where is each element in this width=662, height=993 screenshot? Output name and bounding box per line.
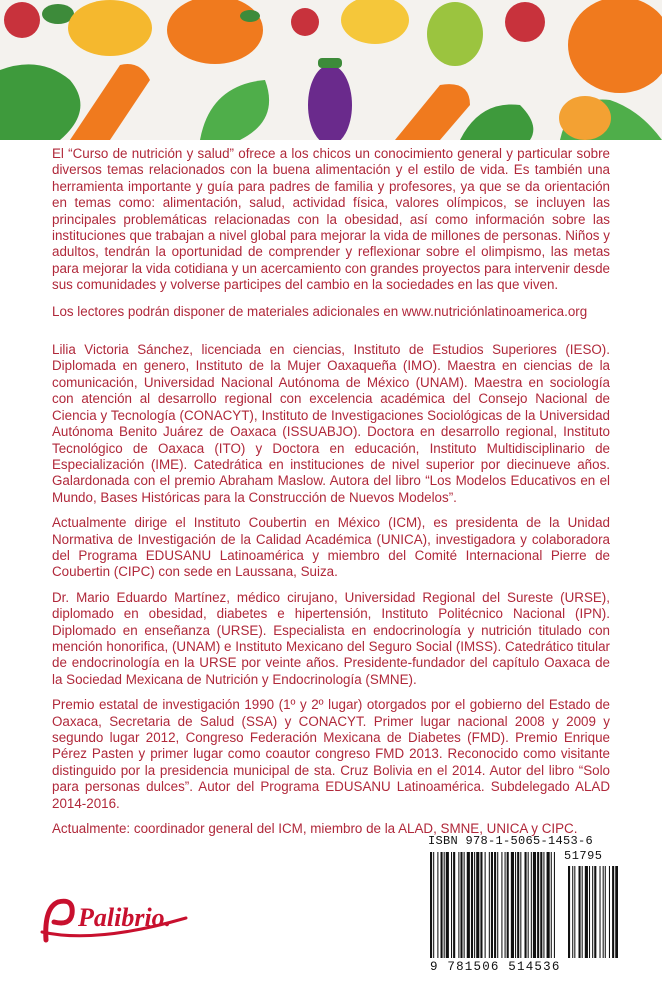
- barcode-bar: [533, 852, 536, 958]
- addon-bar: [603, 866, 604, 958]
- barcode-bar: [460, 852, 462, 958]
- barcode-bar: [430, 852, 432, 958]
- barcode-bar: [480, 852, 482, 958]
- barcode-bar: [551, 852, 552, 958]
- author-bio-mario: Dr. Mario Eduardo Martínez, médico cirujano, Universidad Regional del Sureste (URSE), diplomado en obesidad, diabetes e hipertensión, Instituto Politécnico Nacional (IPN). Diplomado en enseñanza (URSE). Especialista en endocrinología y nutrición titulado con mención honorifica, (UNAM) e Instituto Mexicano del Seguro Social (IMSS). Catedrático titular de endocrinología en la URSE por veinte años. Presidente-fundador del capítulo Oaxaca de la Sociedad Mexicana de Nutrición y Endocrinología (SMNE).: [52, 589, 610, 687]
- addon-bar: [572, 866, 573, 958]
- ean-digits: 9 781506 514536: [430, 960, 561, 974]
- barcode-bar: [476, 852, 479, 958]
- addon-bar: [609, 866, 610, 958]
- barcode-bar: [501, 852, 502, 958]
- barcode-bar: [525, 852, 527, 958]
- author-bio-lilia: Lilia Victoria Sánchez, licenciada en ciencias, Instituto de Estudios Superiores (IESO). Diplomada en genero, Instituto de la Mujer Oaxaqueña (IMO). Maestra en ciencias de la comunicación, Universidad Nacional Autónoma de México (UNAM). Maestra en sociología con atención al desarrollo regional con excelencia académica del Consejo Nacional de Ciencia y Tecnología (CONACYT), Instituto de Investigaciones Sociológicas de la Universidad Autónoma Benito Juárez de Oaxaca (ISSUABJO). Doctora en desarrollo regional, Instituto Tecnológico de Oaxaca (ITO) y Doctora en educación, Instituto Multidisciplinario de Especialización (IME). Catedrática en instituciones de nivel superior por diecinueve años. Galardonada con el premio Abraham Maslow. Autora del libro “Los Modelos Educativos en el Mundo, Bases Históricas para la Construcción de Nuevos Modelos”.: [52, 342, 610, 505]
- barcode-bar: [491, 852, 493, 958]
- barcode-bar: [446, 852, 449, 958]
- barcode-bar: [453, 852, 455, 958]
- barcode-bar: [511, 852, 514, 958]
- squash-illustration: [68, 0, 152, 56]
- author-bio-mario-current: Actualmente: coordinador general del ICM, miembro de la ALAD, SMNE, UNICA y CIPC.: [52, 821, 578, 837]
- barcode-bar: [489, 852, 490, 958]
- barcode-bar: [528, 852, 529, 958]
- barcode-bar: [433, 852, 434, 958]
- addon-bar: [615, 866, 618, 958]
- addon-bar: [574, 866, 575, 958]
- barcode-bar: [505, 852, 506, 958]
- beet-illustration: [4, 2, 40, 38]
- barcode-bar: [554, 852, 555, 958]
- vegetable-banner: [0, 0, 662, 140]
- barcode: [428, 852, 618, 960]
- barcode-bar: [520, 852, 521, 958]
- barcode-bar: [458, 852, 459, 958]
- barcode-bar: [467, 852, 470, 958]
- author-bio-lilia-current: Actualmente dirige el Instituto Coubertin en México (ICM), es presidenta de la Unidad Normativa de Investigación de la Calidad Académica (UNICA), investigadora y colaboradora del Programa EDUSANU Latinoamérica y miembro del Comité Internacional Pierre de Coubertin (CIPC) con sede en Laussana, Suiza.: [52, 515, 610, 580]
- barcode-addon-code: 51795: [564, 849, 603, 863]
- author-awards-mario: Premio estatal de investigación 1990 (1º y 2º lugar) otorgados por el gobierno del Estado de Oaxaca, Secretaria de Salud (SSA) y CONACYT. Primer lugar nacional 2008 y 2009 y segundo lugar 2012, Congreso Federación Mexicana de Diabetes (FMD). Premio Enrique Pérez Pasten y primer lugar como coautor congreso FMD 2013. Reconocido como visitante distinguido por la presidencia municipal de sta. Cruz Bolivia en el 2014. Autor del libro “Solo para personas dulces”. Autor del Programa EDUSANU Latinoamérica. Subdelegado ALAD 2014-2016.: [52, 697, 610, 811]
- barcode-bar: [517, 852, 519, 958]
- barcode-bar: [441, 852, 443, 958]
- barcode-bar: [451, 852, 452, 958]
- addon-bar: [594, 866, 596, 958]
- barcode-bar: [497, 852, 498, 958]
- barcode-bar: [471, 852, 473, 958]
- addon-bar: [600, 866, 601, 958]
- isbn-label: ISBN 978-1-5065-1453-6: [428, 834, 594, 848]
- additional-materials-note: Los lectores podrán disponer de materiales adicionales en www.nutriciónlatinoamerica.org: [52, 303, 588, 319]
- barcode-bar: [507, 852, 509, 958]
- addon-bar: [579, 866, 581, 958]
- barcode-bar: [547, 852, 550, 958]
- barcode-bar: [531, 852, 532, 958]
- back-cover-text: [52, 146, 610, 846]
- addon-bar: [582, 866, 583, 958]
- addon-bar: [592, 866, 593, 958]
- addon-bar: [612, 866, 614, 958]
- barcode-bar: [494, 852, 496, 958]
- book-description: El “Curso de nutrición y salud” ofrece a los chicos un conocimiento general y particular sobre diversos temas relacionados con la buena alimentación y el estilo de vida. Es también una herramienta importante y guía para padres de familia y profesores, ya que se da orientación en temas como: alimentación, salud, actividad física, valores olímpicos, se incluyen las principales problemáticas relacionadas con la obesidad, así como información sobre las instituciones que trabajan a nivel global para mejorar la vida de millones de personas. Niños y adultos, tendrán la oportunidad de comprender y reflexionar sobre el olimpismo, las metas para mejorar la vida cotidiana y un acercamiento con grandes proyectos para intervenir desde sus comunidades y volverse participes del cambio en la sociedades en las que viven.: [52, 146, 610, 293]
- palibrio-logo: [36, 888, 196, 953]
- barcode-bar: [474, 852, 475, 958]
- addon-bar: [589, 866, 590, 958]
- addon-bar: [568, 866, 570, 958]
- palibrio-logo-text: Palibrio.: [78, 903, 172, 932]
- beet-illustration-2: [291, 8, 319, 36]
- barcode-bar: [543, 852, 544, 958]
- barcode-bar: [515, 852, 516, 958]
- barcode-bar: [537, 852, 539, 958]
- barcode-bar: [540, 852, 542, 958]
- barcode-bar: [444, 852, 445, 958]
- addon-bar: [605, 866, 606, 958]
- barcode-bar: [485, 852, 486, 958]
- addon-bar: [585, 866, 588, 958]
- barcode-bar: [437, 852, 438, 958]
- barcode-bar: [464, 852, 465, 958]
